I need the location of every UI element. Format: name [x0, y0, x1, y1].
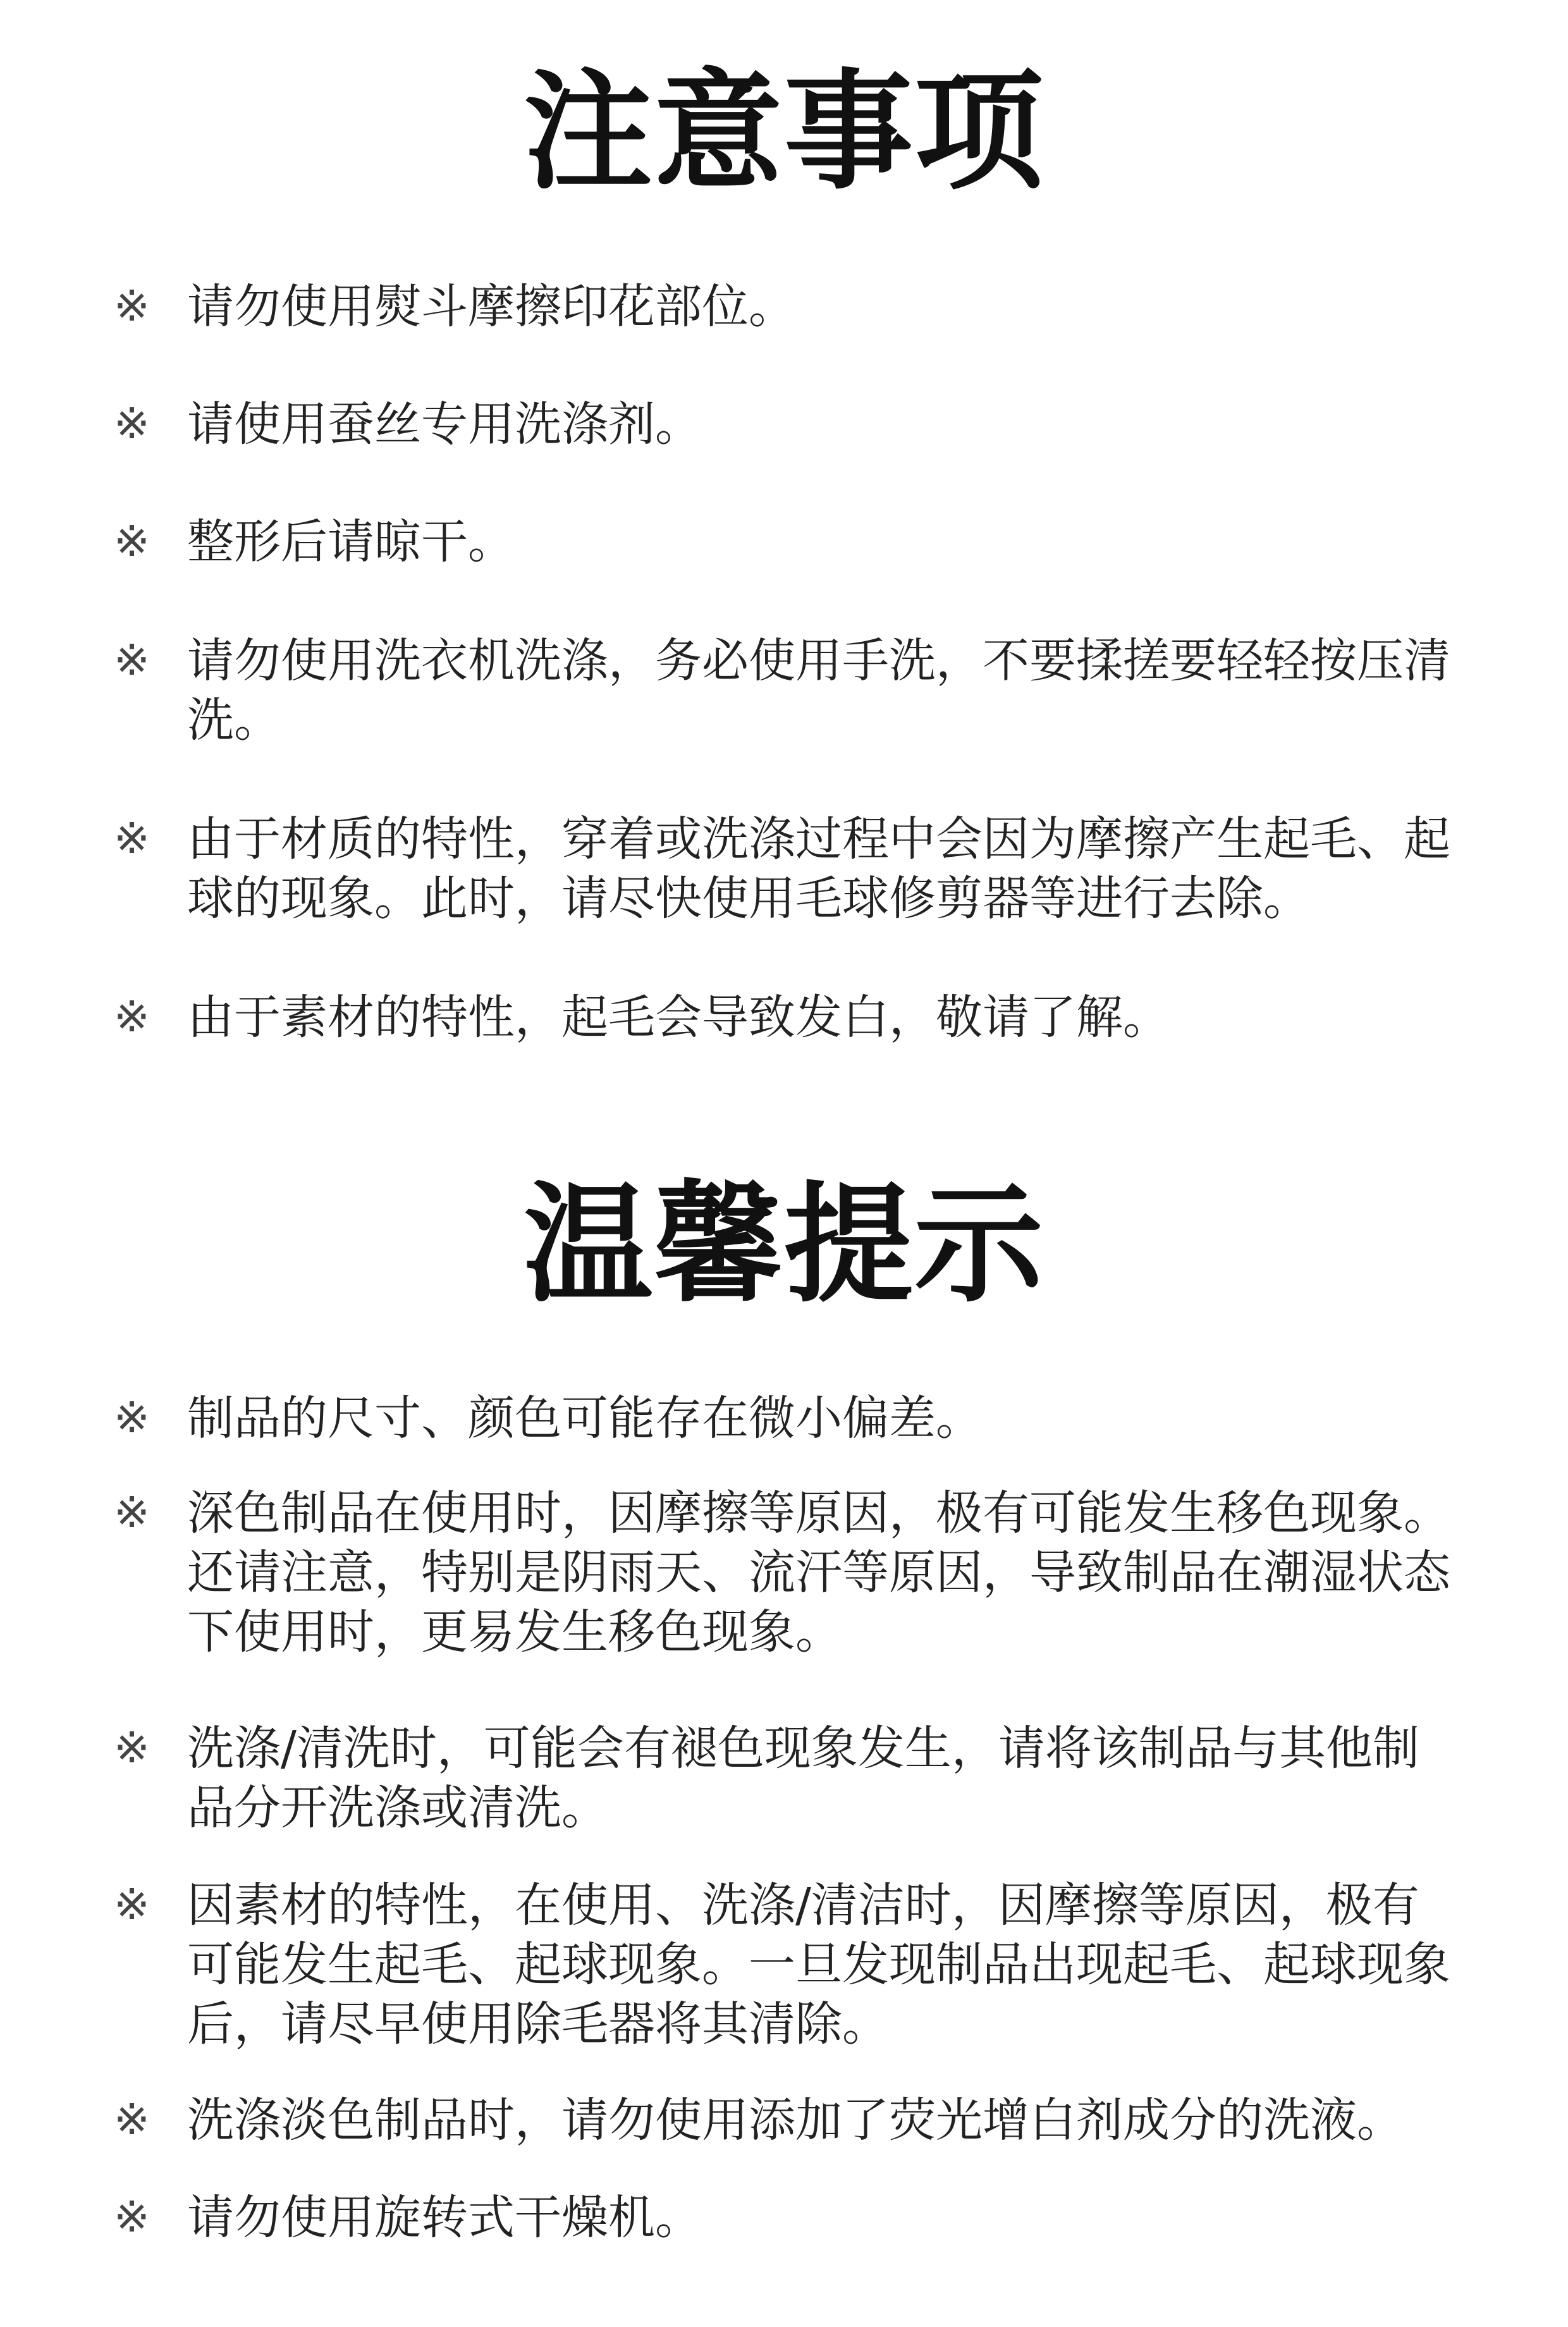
- list-item-text: 请勿使用旋转式干燥机。: [187, 2190, 702, 2245]
- reference-mark-icon: ※: [114, 399, 150, 449]
- list-item-text: 制品的尺寸、颜色可能存在微小偏差。: [187, 1391, 983, 1446]
- reference-mark-icon: ※: [114, 992, 150, 1042]
- reference-mark-icon: ※: [114, 281, 150, 331]
- list-item-text: 整形后请晾干。: [187, 515, 515, 569]
- reference-mark-icon: ※: [114, 814, 150, 864]
- reference-mark-icon: ※: [114, 1880, 150, 1930]
- list-item-text: 因素材的特性，在使用、洗涤/清洁时，因摩擦等原因，极有可能发生起毛、起球现象。一旦发现制品出现起毛、起球现象后，请尽早使用除毛器将其清除。: [187, 1878, 1450, 2051]
- list-item-text: 请勿使用熨斗摩擦印花部位。: [187, 279, 795, 334]
- reference-mark-icon: ※: [114, 1488, 150, 1538]
- reference-mark-icon: ※: [114, 1393, 150, 1443]
- reference-mark-icon: ※: [114, 1723, 150, 1773]
- section-title-reminders: 温馨提示: [524, 1170, 1044, 1320]
- list-item-text: 请勿使用洗衣机洗涤，务必使用手洗，不要揉搓要轻轻按压清洗。: [187, 634, 1450, 747]
- section-title-precautions: 注意事项: [524, 58, 1044, 207]
- list-item-text: 请使用蚕丝专用洗涤剂。: [187, 397, 702, 451]
- list-item-text: 深色制品在使用时，因摩擦等原因，极有可能发生移色现象。还请注意，特别是阴雨天、流汗等原因，导致制品在潮湿状态下使用时，更易发生移色现象。: [187, 1486, 1450, 1659]
- reference-mark-icon: ※: [114, 517, 150, 567]
- reference-mark-icon: ※: [114, 635, 150, 685]
- list-item-text: 由于材质的特性，穿着或洗涤过程中会因为摩擦产生起毛、起球的现象。此时，请尽快使用毛球修剪器等进行去除。: [187, 812, 1450, 926]
- list-item-text: 洗涤淡色制品时，请勿使用添加了荧光增白剂成分的洗液。: [187, 2093, 1404, 2147]
- list-item-text: 由于素材的特性，起毛会导致发白，敬请了解。: [187, 990, 1170, 1045]
- reference-mark-icon: ※: [114, 2095, 150, 2145]
- reference-mark-icon: ※: [114, 2192, 150, 2242]
- list-item-text: 洗涤/清洗时，可能会有褪色现象发生，请将该制品与其他制品分开洗涤或清洗。: [187, 1721, 1419, 1835]
